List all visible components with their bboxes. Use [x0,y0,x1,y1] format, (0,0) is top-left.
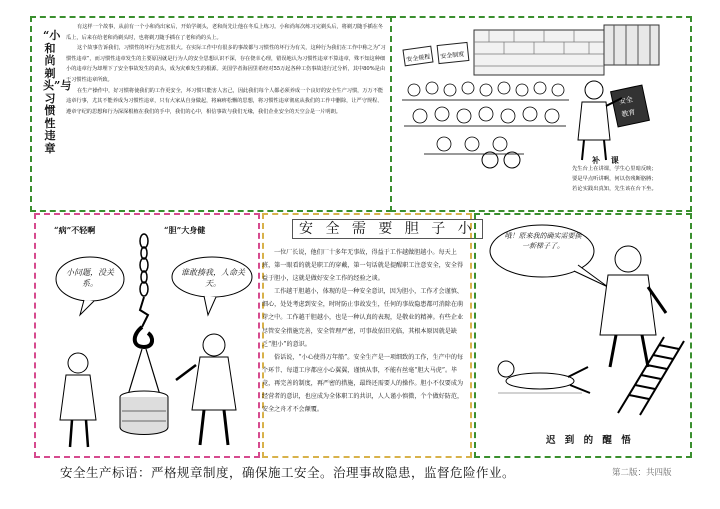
section-paragraph: 有这样一个故事，从前有一个小和尚出家后，开始学剃头，老和尚先让他在冬瓜上练习。小和尚每次练习完剃头后，将剃刀随手插在冬瓜上，后来在给老和尚剃头时，也将剃刀随手插在了老和尚的头上。 [66,24,384,41]
caption-line: 要是早点听讲啊，何以伤残断胳膊； [572,176,657,182]
article-paragraph: 一位厂长说，他们厂十多年无事故，得益于工作越做胆越小。每天上班，第一眼看的就是职工的穿戴，第一句话就是提醒职工注意安全，安全得益于胆小，这就是做好安全工作的经验之谈。 [262,249,464,283]
caption-line: 若论实践出真知，先生该在台下坐。 [572,186,657,192]
hook-illustration [36,215,260,458]
cartoon-ladder [474,213,692,458]
section-vertical-title: “小和尚剃头”与习惯性违章 [43,29,72,155]
article-body [262,246,468,456]
section-paragraph: 在生产操作中，好习惯将使我们的工作更安全，坏习惯只能害人害己，因此我们每个人都必须养成一个良好的安全生产习惯，万万不能违章行事，尤其不能养成为习惯性违章，只有大家从自身做起，将麻痹松懈的思想，将习惯性违章彻底从我们的工作中删除，让严守规程、遵章守纪的思想和行为深深根植在我们的手中，我们的心中，相信事故与我们无缘，我们企业安全的天空会是一片明朗。 [66,87,384,115]
section-paragraph: 这个故事告诉我们，习惯性的坏行为危害很大。在实际工作中有很多的事故都与习惯性的坏行为有关，这种行为我们在工作中称之为“习惯性违章”，而习惯性违章发生的主要原因就是行为人的安全思想认识不深，存在侥幸心理，错误地认为习惯性违章不算违章，殊不知这种细小的违章行为却埋下了安全事故发生的苗头，成为灾难发生的根源。美国学者海因里希经对55万起各种工伤事故进行过分析，其中80%是由于习惯性违章所致。 [66,45,386,83]
cartoon-classroom [390,16,692,212]
bubble-left: 小问题，没关系。 [66,268,114,288]
cartoon-classroom-caption [572,164,690,194]
page-number: 第二版：共四版 [612,468,672,478]
section-body [66,22,386,210]
bubble-right: 谁敢揍我，人命关天。 [181,268,245,288]
cartoon-classroom-caption-title: 补 课 [592,155,623,165]
label-boldness: “胆”大身健 [164,225,206,235]
cartoon-hook [34,213,260,458]
ladder-caption: 迟 到 的 醒 悟 [546,435,634,446]
safety-slogan: 安全生产标语：严格规章制度，确保施工安全。治理事故隐患，监督危险作业。 [60,465,516,480]
svg-text:安全: 安全 [618,95,634,107]
article-title: 安 全 需 要 胆 子 小 [292,219,483,239]
sign-system: 安全制度 [439,50,465,61]
sign-rules: 安全规程 [405,53,431,64]
classroom-illustration [394,20,692,170]
ladder-bubble: 哦！原来我的确实需要换一新梯子了。 [504,232,582,250]
caption-line: 先生台上在讲课，学生心里暗反映； [572,166,657,172]
article-paragraph: 工作越干胆越小，体现的是一种安全意识，因为胆小，工作才会谨慎、细心，处处考虑到安全，时时防止事故发生，任何的事故隐患都可消除在萌芽之中。工作越干胆越小，也是一种认真的表现，是敬业的精神。有些企业尽管安全措施完善，安全管理严密，可事故依旧光临，其根本原因就是缺乏“胆小”的意识。 [262,288,464,348]
article-title-wrap [292,218,483,238]
svg-text:教育: 教育 [620,108,637,119]
article-paragraph: 俗话说，“小心使得万年船”。安全生产是一项细致的工作，生产中的每个环节、每道工序都应小心翼翼，谨慎从事，不能有丝毫“胆大马虎”。毕竟，再完善的制度，再严密的措施，最终还需要人的操作。胆小不仅要成为经营者的意识，也应成为全体职工的共识，人人谨小慎微，个个做好防范，安全之舟才不会颠覆。 [262,353,464,414]
label-illness: “病”不轻啊 [54,225,96,235]
